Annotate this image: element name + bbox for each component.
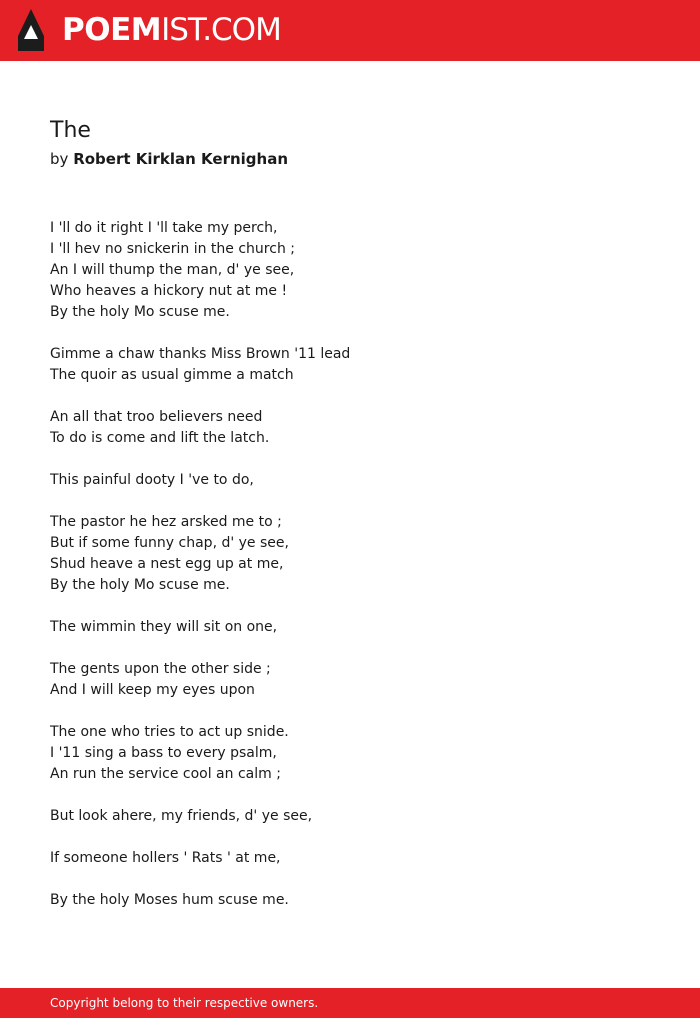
poem-line: An all that troo believers need [50,409,263,425]
poem-line: An I will thump the man, d' ye see, [50,262,295,278]
site-header [0,0,700,61]
poem-line: By the holy Moses hum scuse me. [50,892,289,908]
logo-light-text: IST.COM [161,12,281,48]
poem-line: This painful dooty I 've to do, [50,472,254,488]
poem-stanza [50,344,650,386]
poem-line: The wimmin they will sit on one, [50,619,278,635]
poem-line: Who heaves a hickory nut at me ! [50,283,288,299]
poem-line: I 'll do it right I 'll take my perch, [50,220,278,236]
pencil-tip-icon [18,9,44,51]
poem-stanza [50,617,650,638]
poem-line: By the holy Mo scuse me. [50,304,230,320]
poem-stanza [50,806,650,827]
poem-stanza [50,722,650,785]
poem-stanza [50,512,650,596]
poem-author: Robert Kirklan Kernighan [73,150,289,168]
poem-stanza [50,218,650,323]
poem-title: The [50,118,91,143]
poem-line: The gents upon the other side ; [50,661,271,677]
site-footer [0,988,700,1018]
poem-byline [50,148,288,170]
poem-line: An run the service cool an calm ; [50,766,281,782]
poem-line: But look ahere, my friends, d' ye see, [50,808,313,824]
poem-line: If someone hollers ' Rats ' at me, [50,850,281,866]
poem-line: Shud heave a nest egg up at me, [50,556,284,572]
poem-line: I 'll hev no snickerin in the church ; [50,241,295,257]
by-label: by [50,150,69,168]
poem-line: I '11 sing a bass to every psalm, [50,745,277,761]
poem-stanza [50,407,650,449]
poem-line: To do is come and lift the latch. [50,430,270,446]
poem-stanza [50,890,650,911]
poem-stanza [50,470,650,491]
poem-stanza [50,659,650,701]
poem-body [50,218,650,932]
poem-line: By the holy Mo scuse me. [50,577,230,593]
poem-line: The one who tries to act up snide. [50,724,289,740]
poem-line: The quoir as usual gimme a match [50,367,294,383]
poem-line: And I will keep my eyes upon [50,682,255,698]
copyright-text: Copyright belong to their respective owners. [50,996,319,1010]
logo-strong-text: POEM [62,12,162,48]
poem-line: But if some funny chap, d' ye see, [50,535,289,551]
poem-line: Gimme a chaw thanks Miss Brown '11 lead [50,346,351,362]
poem-line: The pastor he hez arsked me to ; [50,514,282,530]
site-logo[interactable] [62,12,281,48]
poem-stanza [50,848,650,869]
